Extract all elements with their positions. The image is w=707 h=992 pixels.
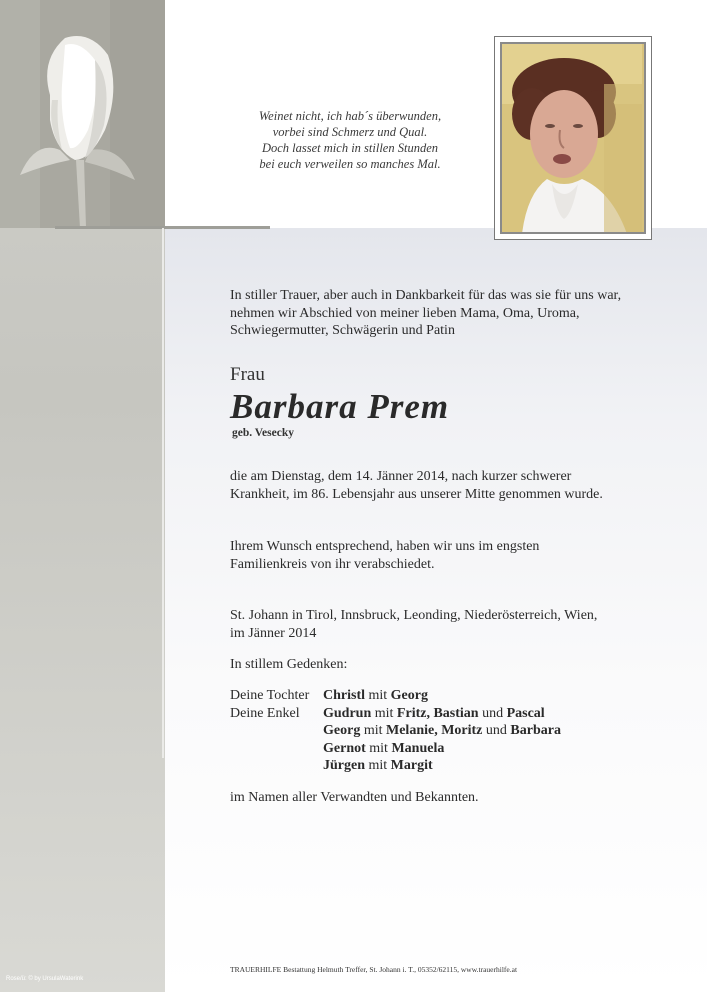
family-member: Manuela bbox=[391, 740, 445, 756]
deceased-name: Barbara Prem bbox=[230, 387, 450, 426]
family-member: Jürgen bbox=[323, 758, 365, 773]
date-line: im Jänner 2014 bbox=[230, 625, 317, 641]
connector: mit bbox=[368, 688, 388, 703]
image-credit: Rose/ü: © by UrsulaWaterink bbox=[6, 976, 84, 982]
death-notice bbox=[230, 468, 603, 503]
family-member: Christl bbox=[323, 688, 365, 703]
maiden-name: geb. Vesecky bbox=[232, 427, 294, 439]
family-row-daughter bbox=[230, 687, 561, 705]
memorial-poem bbox=[235, 108, 465, 172]
family-member: Margit bbox=[390, 758, 433, 773]
rose-image bbox=[0, 0, 165, 228]
closing-text bbox=[230, 789, 479, 807]
intro-text bbox=[230, 287, 621, 340]
salutation: Frau bbox=[230, 364, 265, 385]
family-row-grandchild bbox=[230, 705, 561, 723]
poem-line: Weinet nicht, ich hab´s überwunden, bbox=[258, 109, 442, 123]
farewell-line: Ihrem Wunsch entsprechend, haben wir uns im engsten bbox=[230, 539, 540, 554]
closing-line: im Namen aller Verwandten und Bekannten. bbox=[230, 790, 479, 805]
death-notice-line: die am Dienstag, dem 14. Jänner 2014, nach kurzer schwerer bbox=[230, 469, 572, 484]
connector: und bbox=[485, 723, 507, 738]
poem-line: vorbei sind Schmerz und Qual. bbox=[272, 125, 428, 139]
intro-line: In stiller Trauer, aber auch in Dankbarkeit für das was sie für uns war, bbox=[230, 288, 622, 303]
family-row-grandchild bbox=[230, 722, 561, 740]
poem-line: Doch lasset mich in stillen Stunden bbox=[261, 141, 439, 155]
family-member: Melanie, Moritz bbox=[386, 723, 483, 738]
family-member: Georg bbox=[390, 688, 428, 703]
death-notice-line: Krankheit, im 86. Lebensjahr aus unserer Mitte genommen wurde. bbox=[230, 486, 603, 502]
portrait-frame bbox=[494, 36, 652, 240]
family-row-grandchild bbox=[230, 740, 561, 758]
poem-line: bei euch verweilen so manches Mal. bbox=[259, 157, 441, 171]
footer-imprint: TRAUERHILFE Bestattung Helmuth Treffer, St. Johann i. T., 05352/62115, www.trauerhilfe.at bbox=[230, 965, 518, 974]
decorative-vertical-line bbox=[162, 228, 164, 758]
family-member: Barbara bbox=[510, 723, 561, 738]
place-line: St. Johann in Tirol, Innsbruck, Leonding, Niederösterreich, Wien, bbox=[230, 608, 598, 623]
family-list bbox=[230, 687, 561, 775]
portrait-photo bbox=[500, 42, 646, 234]
place-date bbox=[230, 607, 597, 642]
connector: mit bbox=[369, 740, 388, 756]
relation-label: Deine Enkel bbox=[230, 705, 300, 721]
connector: und bbox=[482, 705, 504, 721]
intro-line: Schwiegermutter, Schwägerin und Patin bbox=[230, 323, 455, 338]
family-row-grandchild bbox=[230, 757, 561, 775]
farewell-text bbox=[230, 538, 539, 573]
connector: mit bbox=[374, 705, 394, 721]
remembrance-text: In stillem Gedenken: bbox=[230, 657, 348, 672]
family-member: Gernot bbox=[323, 740, 366, 756]
connector: mit bbox=[363, 723, 383, 738]
remembrance-heading bbox=[230, 656, 347, 674]
connector: mit bbox=[368, 758, 388, 773]
family-member: Pascal bbox=[506, 705, 545, 721]
intro-line: nehmen wir Abschied von meiner lieben Mama, Oma, Uroma, bbox=[230, 305, 580, 321]
farewell-line: Familienkreis von ihr verabschiedet. bbox=[230, 556, 435, 572]
family-member: Georg bbox=[323, 723, 361, 738]
relation-label: Deine Tochter bbox=[230, 688, 310, 703]
family-member: Gudrun bbox=[323, 705, 372, 721]
family-member: Fritz, Bastian bbox=[396, 705, 479, 721]
